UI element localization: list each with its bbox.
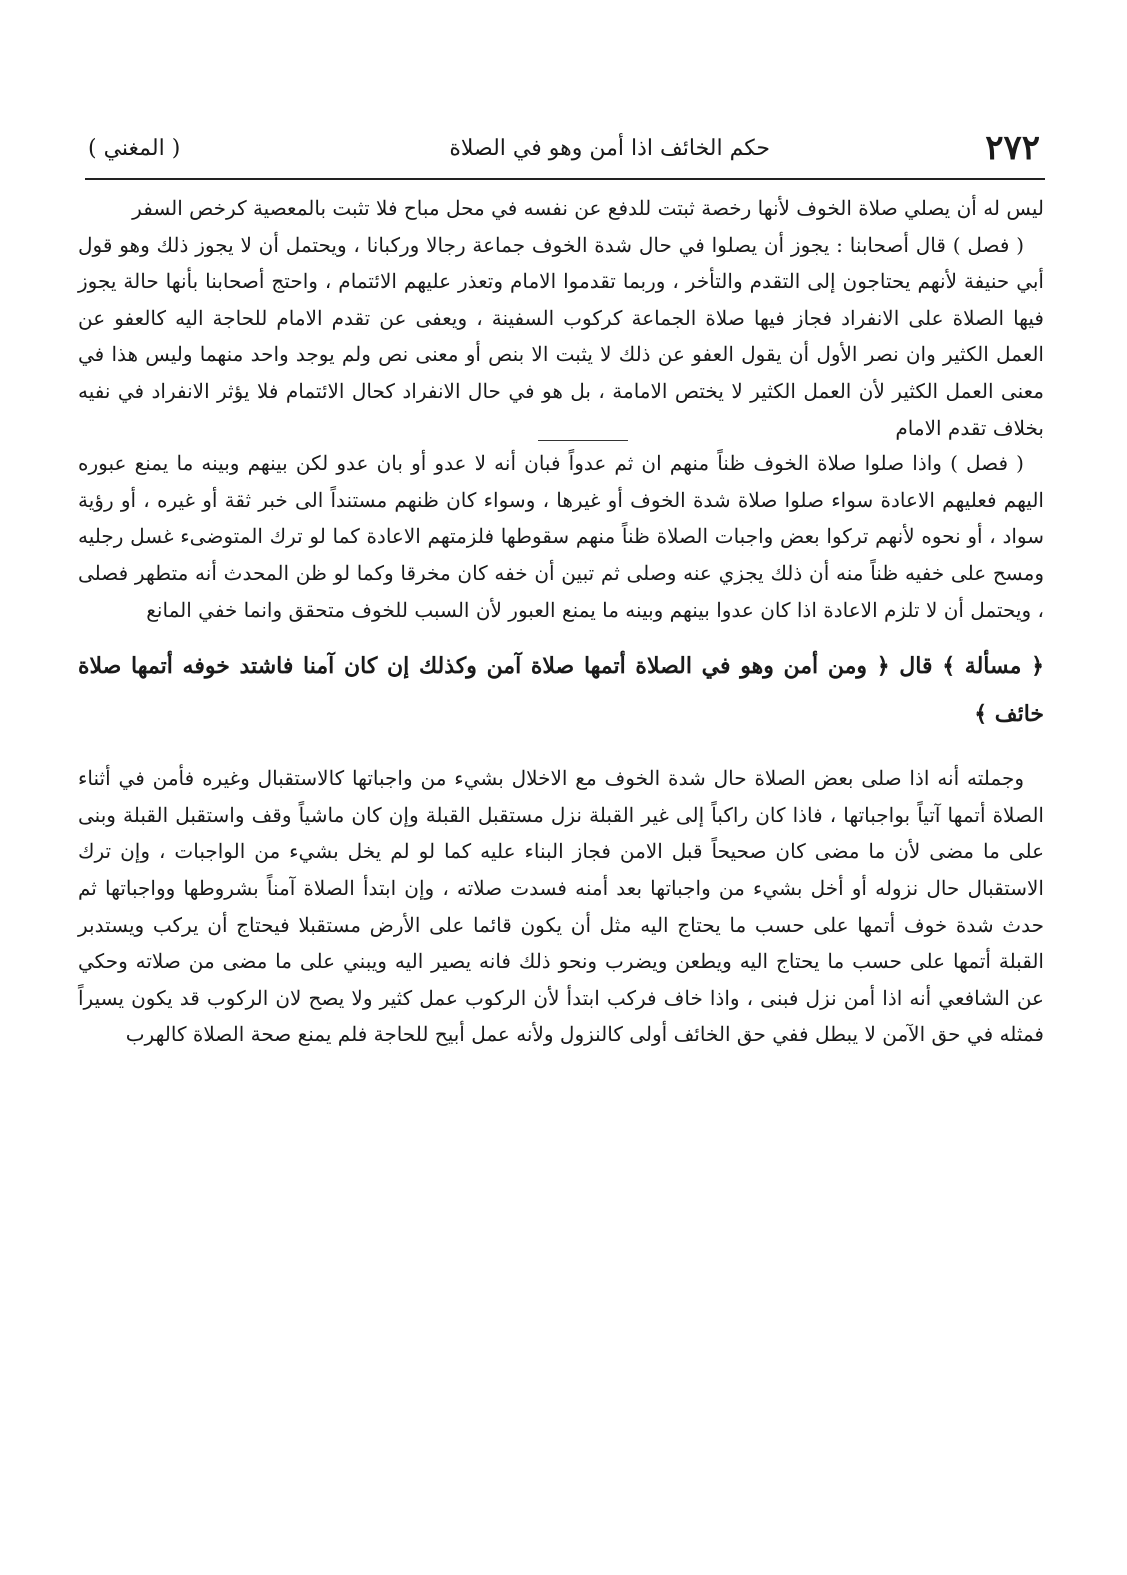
book-title: ( المغني ) — [88, 136, 181, 161]
separator-line — [538, 440, 628, 441]
paragraph-fasl-iaada: ( فصل ) واذا صلوا صلاة الخوف ظناً منهم ان ثم عدواً فبان أنه لا عدو أو بان عدو لكن بينهم وبينه ما يمنع عبوره اليهم فعليهم الاعادة سواء صلوا صلاة شدة الخوف أو غيرها ، وسواء كان ظنهم مستنداً الى خبر ثقة أو غيره ، أو رؤية سواد ، أو نحوه لأنهم تركوا بعض واجبات الصلاة ظناً منهم سقوطها فلزمتهم الاعادة كما لو ترك المتوضىء غسل رجليه ومسح على خفيه ظناً منه أن ذلك يجزي عنه وصلى ثم تبين أن خفه كان مخرقا وكما لو ظن المحدث أنه متطهر فصلى ، ويحتمل أن لا تلزم الاعادة اذا كان عدوا بينهم وبينه ما يمنع العبور لأن السبب للخوف متحقق وانما خفي المانع — [78, 451, 1044, 622]
header-rule — [85, 178, 1045, 180]
page-header — [88, 128, 1040, 172]
page-body — [78, 190, 1044, 1053]
paragraph-fasl-jamaa: ( فصل ) قال أصحابنا : يجوز أن يصلوا في حال شدة الخوف جماعة رجالا وركبانا ، ويحتمل أن لا يجوز ذلك وهو قول أبي حنيفة لأنهم يحتاجون إلى التقدم والتأخر ، وربما تقدموا الامام وتعذر عليهم الائتمام ، واحتج أصحابنا بأنها حالة يجوز فيها الصلاة على الانفراد فجاز فيها صلاة الجماعة كركوب السفينة ، ويعفى عن تقدم الامام للحاجة اليه كالعفو عن العمل الكثير وان نصر الأول أن يقول العفو عن ذلك لا يثبت الا بنص أو معنى نص ولم يوجد واحد منهما وليس هذا في معنى العمل الكثير لأن العمل الكثير لا يختص الامامة ، بل هو في حال الانفراد كحال الائتمام فلا يؤثر الانفراد في نفيه بخلاف تقدم الامام — [78, 232, 1044, 440]
paragraph-continuation: ليس له أن يصلي صلاة الخوف لأنها رخصة ثبتت للدفع عن نفسه في محل مباح فلا تثبت بالمعصية كرخص السفر — [132, 196, 1044, 220]
paragraph-explanation: وجملته أنه اذا صلى بعض الصلاة حال شدة الخوف مع الاخلال بشيء من واجباتها كالاستقبال وغيره فأمن في أثناء الصلاة أتمها آتياً بواجباتها ، فاذا كان راكباً إلى غير القبلة نزل مستقبل القبلة وإن كان ماشياً وقف واستقبل القبلة وبنى على ما مضى لأن ما مضى كان صحيحاً قبل الامن فجاز البناء عليه كما لو لم يخل بشيء من الواجبات ، وإن ترك الاستقبال حال نزوله أو أخل بشيء من واجباتها بعد أمنه فسدت صلاته ، وإن ابتدأ الصلاة آمناً بشروطها وواجباتها ثم حدث شدة خوف أتمها على حسب ما يحتاج اليه مثل أن يكون قائما على الأرض مستقبلا فيحتاج أن يركب ويستدبر القبلة أتمها على حسب ما يحتاج اليه ويطعن ويضرب ونحو ذلك فانه يصير اليه ويبني على ما مضى من صلاته وحكي عن الشافعي أنه اذا أمن نزل فبنى ، واذا خاف فركب ابتدأ لأن الركوب عمل كثير ولا يصح لان الركوب قد يكون يسيراً فمثله في حق الآمن لا يبطل ففي حق الخائف أولى كالنزول ولأنه عمل أبيح للحاجة فلم يمنع صحة الصلاة كالهرب — [78, 766, 1044, 1047]
page-number: ٢٧٢ — [985, 128, 1040, 168]
running-title: حكم الخائف اذا أمن وهو في الصلاة — [449, 136, 770, 161]
masala-heading: ﴿ مسألة ﴾ قال ﴿ ومن أمن وهو في الصلاة أتمها صلاة آمن وكذلك إن كان آمنا فاشتد خوفه أتمها صلاة خائف ﴾ — [78, 653, 1044, 728]
